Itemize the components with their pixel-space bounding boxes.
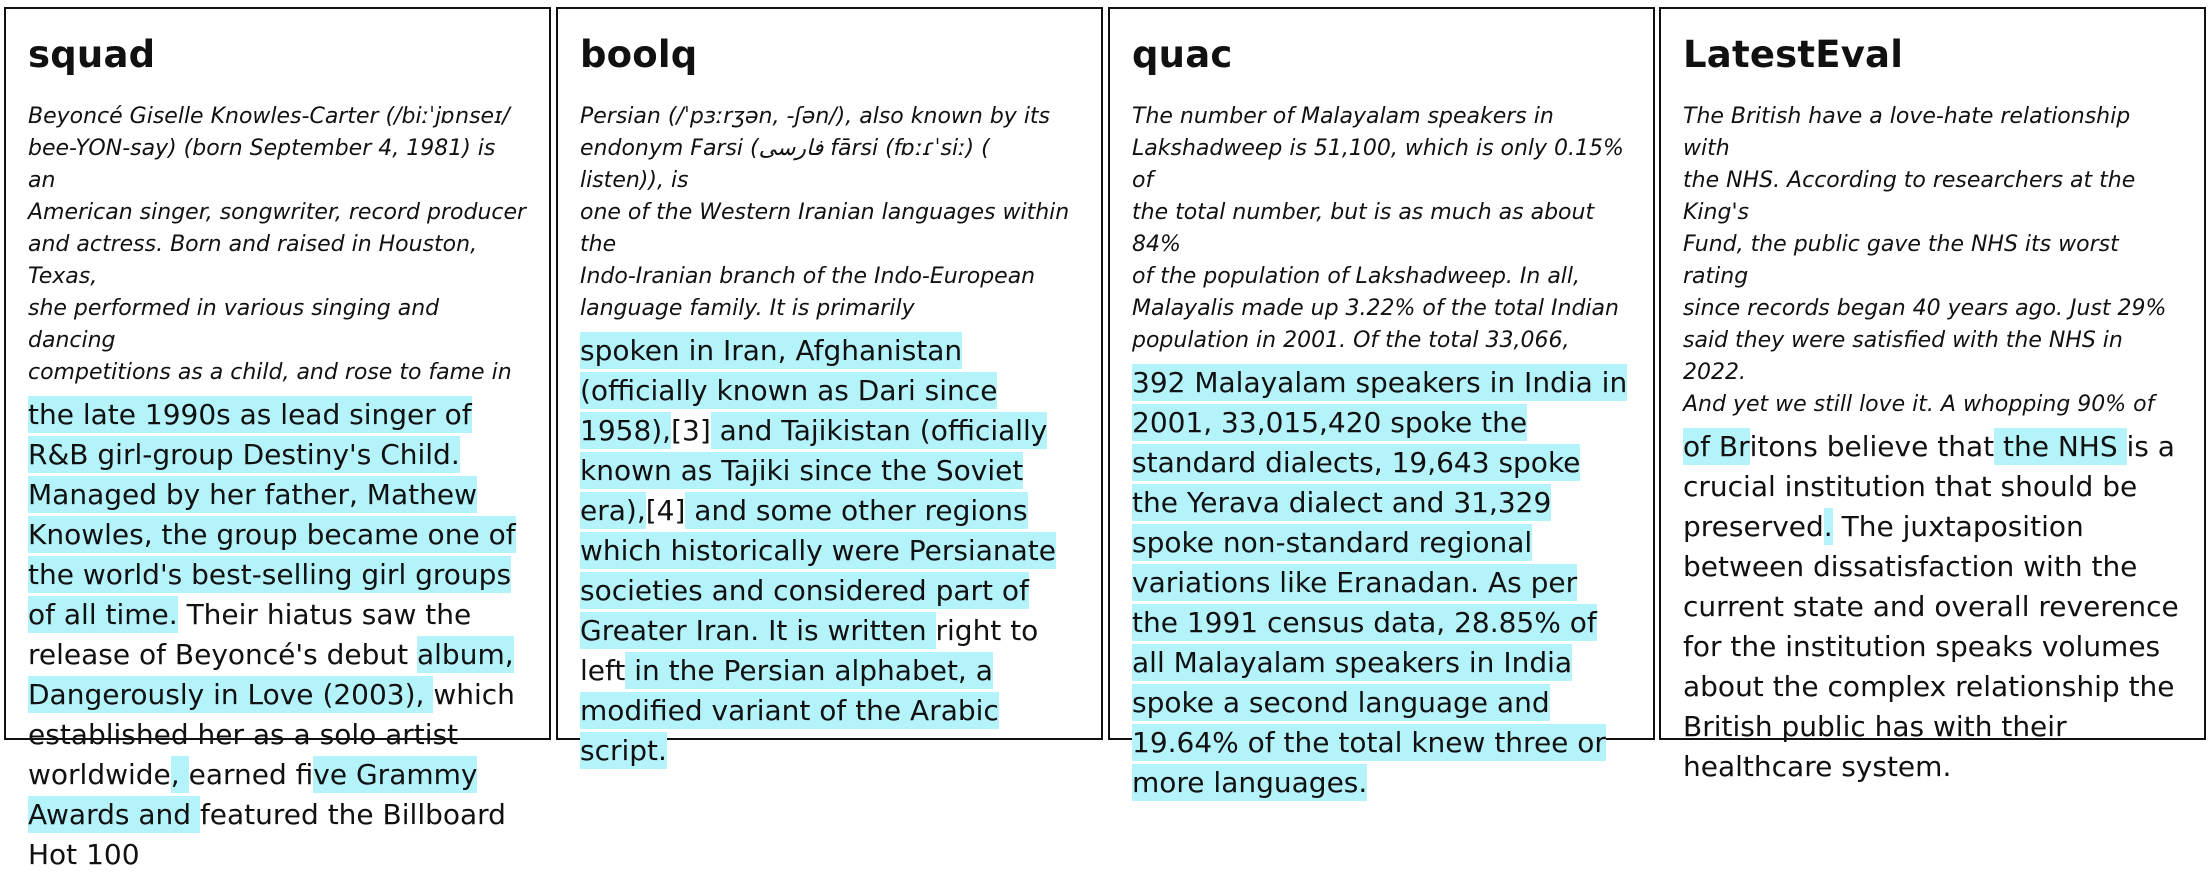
continuation-segment: The juxtaposition between dissatisfaction with the current state and overall reverence for the institution speaks volumes about the complex relationship the British public has with their healthcare system. xyxy=(1683,510,2179,783)
continuation-segment: ive Grammy Awards and xyxy=(28,758,478,831)
continuation-text xyxy=(1683,427,2182,787)
continuation-segment: in the Persian alphabet, a modified variant of the Arabic script. xyxy=(580,654,999,767)
continuation-segment: right to left xyxy=(580,614,1039,687)
continuation-segment: established her as a solo artist worldwide xyxy=(28,718,459,791)
panel-squad xyxy=(4,7,551,871)
continuation-segment: is a crucial institution that should be preserved xyxy=(1683,430,2175,543)
continuation-text xyxy=(28,395,527,875)
continuation-segment: , xyxy=(170,758,189,791)
context-prompt: Beyoncé Giselle Knowles-Carter (/biːˈjɒnseɪ/ bee-YON-say) (born September 4, 1981) is an American singer, songwriter, record producer and actress. Born and raised in Houston, Texas, she performed in various singing and dancing competitions as a child, and rose to fame in xyxy=(28,104,527,385)
continuation-segment: itons believe that xyxy=(1749,430,1995,463)
continuation-text xyxy=(580,331,1079,771)
continuation-segment: featured the Billboard Hot 100 xyxy=(28,798,506,871)
continuation-segment: spoken in Iran, Afghanistan (officially known as Dari since 1958), xyxy=(580,334,998,447)
continuation-segment: the late 1990s as lead singer of R&B girl-group Destiny's Child. Managed by her father, Mathew Knowles, the group became one of the world's best-selling girl groups of all time. xyxy=(28,398,516,631)
panel-title: squad xyxy=(28,33,156,76)
continuation-segment: album, Dangerously in Love (2003), xyxy=(28,638,514,711)
context-prompt: The number of Malayalam speakers in Lakshadweep is 51,100, which is only 0.15% of the total number, but is as much as about 84% of the population of Lakshadweep. In all, Malayalis made up 3.22% of the total Indian population in 2001. Of the total 33,066, xyxy=(1132,104,1624,353)
citation-marker: [4] xyxy=(645,494,686,527)
citation-marker: [3] xyxy=(671,414,711,447)
continuation-segment: . xyxy=(1823,510,1833,543)
continuation-segment: Their hiatus saw the release of Beyoncé's debut xyxy=(28,598,472,671)
context-prompt: Persian (/ˈpɜːrʒən, -ʃən/), also known by its endonym Farsi (فارسی fārsi (fɒːɾˈsiː) ( listen)), is one of the Western Iranian languages within the Indo-Iranian branch of the Indo-European language family. It is primarily xyxy=(580,104,1070,321)
continuation-segment: earned f xyxy=(188,758,314,791)
panel-quac xyxy=(1108,7,1655,799)
continuation-segment: of Br xyxy=(1683,430,1750,463)
panel-title: quac xyxy=(1132,33,1233,76)
continuation-text xyxy=(1132,363,1631,803)
continuation-segment: the NHS xyxy=(1994,430,2127,463)
continuation-segment: and Tajikistan (officially known as Tajiki since the Soviet era), xyxy=(580,414,1048,527)
continuation-segment: which xyxy=(433,678,515,711)
continuation-segment: 392 Malayalam speakers in India in 2001, 33,015,420 spoke the standard dialects, 19,643 spoke the Yerava dialect and 31,329 spoke non-standard regional variations like Eranadan. As per the 1991 census data, 28.85% of all Malayalam speakers in India spoke a second language and 19.64% of the total knew three or more languages. xyxy=(1132,366,1628,799)
continuation-segment: and some other regions which historically were Persianate societies and considered part of Greater Iran. It is written xyxy=(580,494,1056,647)
panel-title: LatestEval xyxy=(1683,33,1904,76)
panel-boolq xyxy=(556,7,1103,767)
panel-title: boolq xyxy=(580,33,698,76)
context-prompt: The British have a love-hate relationship with the NHS. According to researchers at the King's Fund, the public gave the NHS its worst rating since records began 40 years ago. Just 29% said they were satisfied with the NHS in 2022. And yet we still love it. A whopping 90% of xyxy=(1683,104,2167,417)
panel-latesteval xyxy=(1659,7,2206,783)
